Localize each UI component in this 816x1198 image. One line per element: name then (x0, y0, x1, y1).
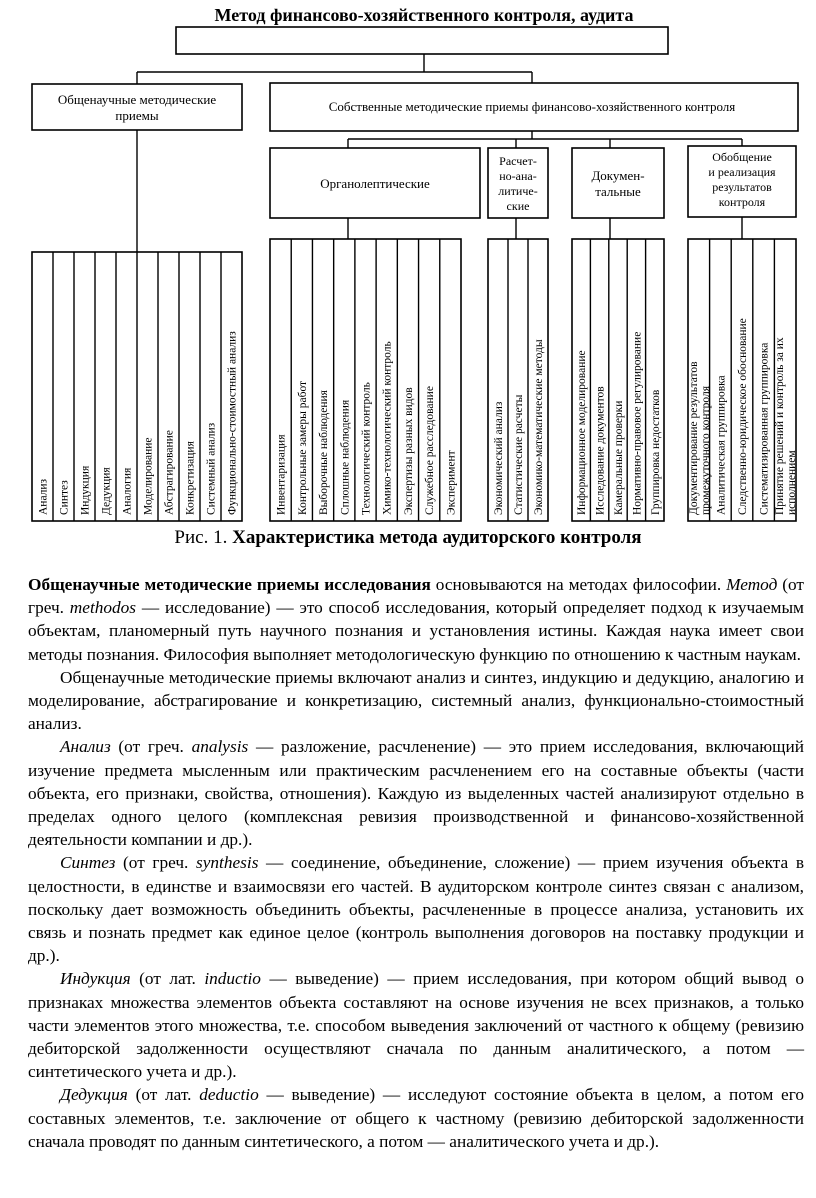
organoleptic-item-label: Сплошные наблюдения (339, 399, 352, 515)
summary-item-label: Документирование результатов (687, 361, 700, 515)
doc-item-label: Исследование документов (594, 386, 607, 515)
general-item-label: Дедукция (100, 467, 113, 515)
p3-t2: — разложение, расчленение) — это прием исследования, включающий изучение предмета мысленным или практическим расчленением его на составные объекты (части объекта, его признаки, свойства, отношения). Каждую из выделенных частей анализируют отдельно в пределах одного целого (комплексная ревизия производственной и финансово-хозяйственной деятельности компании и др.). (28, 737, 804, 850)
organoleptic-item-label: Контрольные замеры работ (296, 380, 309, 515)
calculation-label-4: ские (506, 199, 530, 213)
summary-item-label: Следственно-юридическое обоснование (737, 318, 749, 515)
doc-item-label: Нормативно-правовое регулирование (631, 331, 644, 515)
caption-title: Характеристика метода аудиторского контроля (232, 527, 642, 548)
documentary-columns (572, 239, 664, 521)
general-item-label: Синтез (58, 480, 71, 515)
summary-label-4: контроля (718, 195, 766, 209)
p1-t3: — исследование) — это способ исследования, который определяет подход к изучаемым объектам, планомерный путь научного познания и установления истины. Каждая наука имеет свои методы познания. Философия выполняет методологическую функцию по отношению к частным наукам. (28, 598, 804, 664)
general-item-label: Анализ (37, 478, 50, 515)
top-empty-box (176, 27, 668, 54)
p6-t2: — выведение) — исследуют состояние объекта в целом, а потом его составных элементов, т.е. заключение от общего к частному (ревизию дебиторской задолженности сначала проводят по данным синтетического, а потом — аналитического учета и др.). (28, 1085, 805, 1151)
summary-label-3: результатов (712, 180, 772, 194)
calculation-label-3: литиче- (498, 184, 538, 198)
paragraph-6 (28, 1083, 804, 1153)
p3-i1: Анализ (60, 737, 111, 757)
p1-i1: Метод (726, 575, 778, 594)
general-methods-label-1: Общенаучные методические (57, 92, 217, 107)
summary-columns (688, 239, 798, 521)
summary-item-label: Аналитическая группировка (715, 375, 728, 515)
p4-i2: synthesis (196, 853, 259, 873)
p6-i2: deductio (199, 1085, 259, 1105)
general-item-label: Абстрагирование (163, 430, 176, 515)
paragraph-3 (28, 735, 804, 851)
p5-t1: (от лат. (130, 969, 205, 989)
paragraph-5 (28, 967, 804, 1083)
organoleptic-columns (270, 239, 461, 521)
p6-i1: Дедукция (60, 1085, 128, 1105)
method-diagram (0, 0, 816, 522)
summary-label-1: Обобщение (712, 150, 772, 164)
general-item-label: Системный анализ (205, 422, 218, 515)
doc-item-label: Группировка недостатков (649, 389, 662, 515)
general-item-label: Моделирование (142, 437, 155, 515)
paragraph-4 (28, 851, 804, 967)
body-text (28, 573, 804, 1153)
organoleptic-item-label: Инвентаризация (275, 434, 288, 515)
organoleptic-item-label: Химико-технологический контроль (381, 341, 394, 515)
calculation-label-2: но-ана- (499, 169, 537, 183)
documentary-label-2: тальные (595, 184, 641, 199)
organoleptic-item-label: Технологический контроль (360, 382, 373, 515)
organoleptic-item-label: Выборочные наблюдения (318, 390, 331, 515)
calculation-columns (488, 239, 548, 521)
organoleptic-item-label: Служебное расследование (424, 386, 437, 515)
organoleptic-item-label: Эксперимент (445, 450, 458, 515)
p5-i2: inductio (204, 969, 261, 989)
doc-item-label: Информационное моделирование (576, 350, 589, 515)
general-methods-box (32, 84, 242, 130)
calc-item-label: Статистические расчеты (513, 394, 525, 515)
p4-t2: — соединение, объединение, сложение) — прием изучения объекта в целостности, в единстве и взаимосвязи его частей. В аудиторском контроле синтез связан с анализом, поскольку дает возможность объединить объекты, расчлененные в процессе анализа, установить их связь и познать предмет как единое целое (контроль выполнения договоров на поставку продукции и др.). (28, 853, 804, 966)
general-item-label: Индукция (79, 465, 92, 515)
general-item-label: Конкретизация (184, 441, 197, 515)
paragraph-1 (28, 573, 804, 666)
calc-item-label: Экономико-математические методы (533, 339, 545, 515)
calc-item-label: Экономический анализ (493, 401, 505, 515)
summary-item-label: исполнением (786, 450, 799, 515)
general-methods-columns (32, 252, 242, 521)
p1-t2: (от греч. (28, 575, 804, 618)
organoleptic-item-label: Экспертизы разных видов (402, 387, 415, 515)
p3-i2: analysis (191, 737, 249, 757)
p1-t1: основываются на методах философии. (430, 575, 727, 594)
p1-i2: methodos (69, 598, 137, 618)
figure-caption (0, 527, 816, 549)
general-item-label: Аналогия (121, 467, 134, 515)
caption-prefix: Рис. 1. (174, 527, 228, 548)
doc-item-label: Камеральные проверки (613, 400, 625, 515)
p1-bold: Общенаучные методические приемы исследования (28, 575, 431, 594)
diagram-title: Метод финансово-хозяйственного контроля, аудита (214, 5, 634, 25)
general-item-label: Функционально-стоимостный анализ (226, 331, 239, 515)
p4-t1: (от греч. (115, 853, 197, 873)
summary-item-label: промежуточного контроля (699, 385, 712, 515)
organoleptic-label: Органолептические (320, 176, 430, 191)
p4-i1: Синтез (60, 853, 116, 873)
general-methods-label-2: приемы (115, 108, 159, 123)
own-methods-label: Собственные методические приемы финансово-хозяйственного контроля (328, 99, 736, 114)
summary-item-label: Систематизированная группировка (758, 342, 771, 515)
documentary-label-1: Докумен- (591, 168, 645, 183)
summary-item-label: Принятие решений и контроль за их (774, 337, 787, 515)
summary-label-2: и реализация (708, 165, 776, 179)
p5-i1: Индукция (60, 969, 131, 989)
paragraph-2: Общенаучные методические приемы включают анализ и синтез, индукцию и дедукцию, аналогию и моделирование, абстрагирование и конкретизацию, системный анализ, функционально-стоимостный анализ. (28, 667, 804, 734)
p5-t2: — выведение) — прием исследования, при котором общий вывод о признаках множества элементов объекта составляют на основе изучения не всех признаков, а только части элементов этого множества, т.е. способом выведения заключений от частного к общему (ревизию дебиторской задолженности осуществляют сначала по данным аналитического, а потом — синтетического учета и др.). (28, 969, 804, 1082)
p3-t1: (от греч. (110, 737, 192, 757)
p6-t1: (от лат. (127, 1085, 200, 1105)
calculation-label-1: Расчет- (499, 154, 537, 168)
documentary-box (572, 148, 664, 218)
